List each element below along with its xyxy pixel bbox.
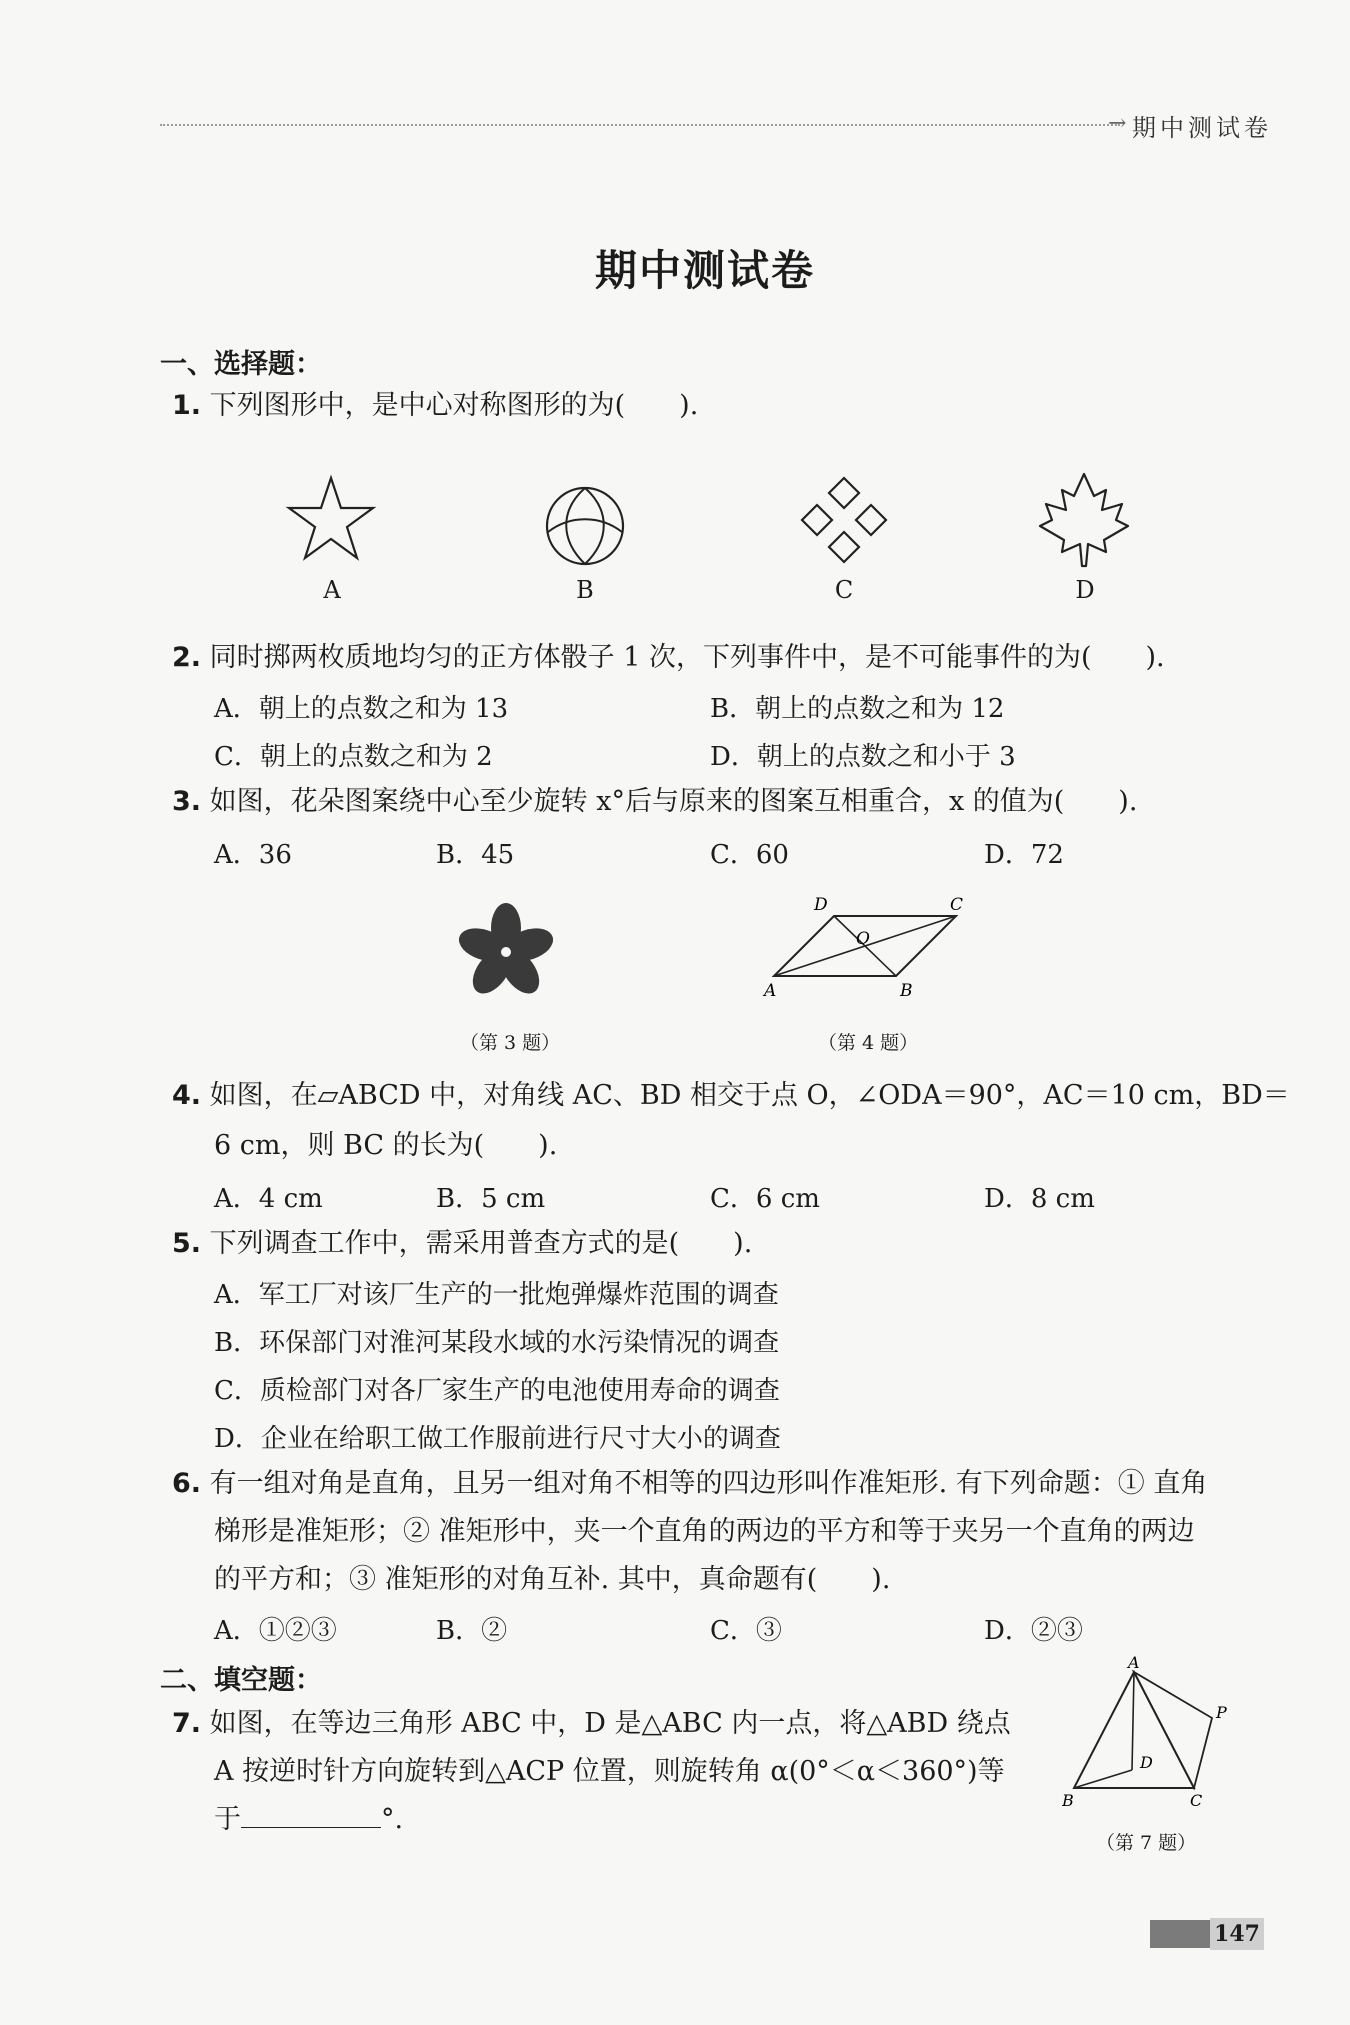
q5-option-c: C．质检部门对各厂家生产的电池使用寿命的调查 (214, 1376, 780, 1406)
q6-option-a: A．①②③ (214, 1616, 337, 1646)
question-7-line3 (214, 1802, 403, 1838)
option-label-a: A (323, 576, 341, 604)
question-2 (172, 640, 1165, 676)
question-number: 7. (172, 1708, 202, 1739)
q4-option-c: C．6 cm (710, 1184, 820, 1214)
figure-7-caption: （第 7 题） (1096, 1832, 1197, 1854)
option-label-b: B (576, 576, 594, 604)
question-text: 下列调查工作中，需采用普查方式的是( ). (209, 1228, 753, 1259)
section-heading-fill: 二、填空题： (160, 1665, 322, 1696)
question-7 (172, 1706, 1011, 1742)
question-number: 2. (172, 642, 202, 673)
question-text-line1: 如图，在▱ABCD 中，对角线 AC、BD 相交于点 O，∠ODA＝90°，AC＝10 cm，BD＝ (209, 1080, 1290, 1111)
header-rule (160, 124, 1120, 126)
flower-figure (454, 900, 558, 1004)
label-b: B (1062, 1791, 1074, 1810)
q2-option-a: A．朝上的点数之和为 13 (214, 694, 509, 724)
four-diamonds-figure (798, 474, 890, 566)
figure-4-caption: （第 4 题） (818, 1032, 919, 1054)
question-6-line2: 梯形是准矩形；② 准矩形中，夹一个直角的两边的平方和等于夹另一个直角的两边 (214, 1516, 1195, 1547)
q3-option-a: A．36 (214, 840, 292, 870)
question-number: 4. (172, 1080, 202, 1111)
maple-leaf-figure (1036, 470, 1132, 570)
question-number: 1. (172, 390, 202, 421)
line3-prefix: 于 (214, 1804, 241, 1835)
question-text-line1: 如图，在等边三角形 ABC 中，D 是△ABC 内一点，将△ABD 绕点 (209, 1708, 1011, 1739)
q4-option-d: D．8 cm (984, 1184, 1095, 1214)
q4-option-a: A．4 cm (214, 1184, 323, 1214)
label-d: D (1140, 1753, 1153, 1772)
page-number-bar (1150, 1920, 1210, 1948)
page-number: 147 (1210, 1918, 1264, 1950)
question-number: 3. (172, 786, 202, 817)
question-text-line1: 有一组对角是直角，且另一组对角不相等的四边形叫作准矩形. 有下列命题：① 直角 (209, 1468, 1208, 1499)
label-o: O (856, 929, 870, 949)
q2-option-d: D．朝上的点数之和小于 3 (710, 742, 1016, 772)
option-label-c: C (834, 576, 854, 604)
question-5 (172, 1226, 752, 1262)
q6-option-d: D．②③ (984, 1616, 1083, 1646)
label-b: B (900, 981, 913, 1000)
page-title: 期中测试卷 (594, 246, 815, 295)
label-d: D (814, 895, 828, 915)
triquetra-figure (540, 480, 630, 566)
triangle-rotation-figure (1062, 1656, 1234, 1810)
q3-option-d: D．72 (984, 840, 1064, 870)
label-c: C (950, 895, 964, 915)
question-4 (172, 1078, 1290, 1114)
q5-option-a: A．军工厂对该厂生产的一批炮弹爆炸范围的调查 (214, 1280, 779, 1310)
question-4-line2: 6 cm，则 BC 的长为( ). (214, 1130, 558, 1161)
label-a: A (764, 981, 777, 1000)
q6-option-b: B．② (436, 1616, 508, 1646)
q5-option-d: D．企业在给职工做工作服前进行尺寸大小的调查 (214, 1424, 781, 1454)
section-heading-choice: 一、选择题： (160, 349, 322, 380)
question-text: 如图，花朵图案绕中心至少旋转 x°后与原来的图案互相重合，x 的值为( ). (209, 786, 1138, 817)
question-text: 同时掷两枚质地均匀的正方体骰子 1 次，下列事件中，是不可能事件的为( ). (209, 642, 1165, 673)
star-figure (284, 474, 378, 566)
label-a: A (1128, 1656, 1140, 1672)
label-c: C (1190, 1791, 1203, 1810)
option-label-d: D (1075, 576, 1095, 604)
question-6 (172, 1466, 1207, 1502)
question-number: 6. (172, 1468, 202, 1499)
question-text: 下列图形中，是中心对称图形的为( ). (209, 390, 699, 421)
running-title: 期中测试卷 (1132, 114, 1272, 142)
q4-option-b: B．5 cm (436, 1184, 546, 1214)
label-p: P (1216, 1703, 1227, 1722)
q3-option-b: B．45 (436, 840, 515, 870)
q2-option-b: B．朝上的点数之和为 12 (710, 694, 1005, 724)
q5-option-b: B．环保部门对淮河某段水域的水污染情况的调查 (214, 1328, 780, 1358)
question-1 (172, 388, 698, 424)
question-6-line3: 的平方和；③ 准矩形的对角互补. 其中，真命题有( ). (214, 1564, 891, 1595)
question-3 (172, 784, 1137, 820)
question-7-line2: A 按逆时针方向旋转到△ACP 位置，则旋转角 α(0°＜α＜360°)等 (214, 1756, 1005, 1787)
line3-suffix: °. (381, 1804, 404, 1835)
answer-blank[interactable] (241, 1803, 381, 1828)
parallelogram-figure (760, 890, 970, 1000)
q2-option-c: C．朝上的点数之和为 2 (214, 742, 493, 772)
header-arrow-icon: → (1108, 111, 1127, 136)
question-number: 5. (172, 1228, 202, 1259)
q3-option-c: C．60 (710, 840, 789, 870)
figure-3-caption: （第 3 题） (460, 1032, 561, 1054)
q6-option-c: C．③ (710, 1616, 782, 1646)
